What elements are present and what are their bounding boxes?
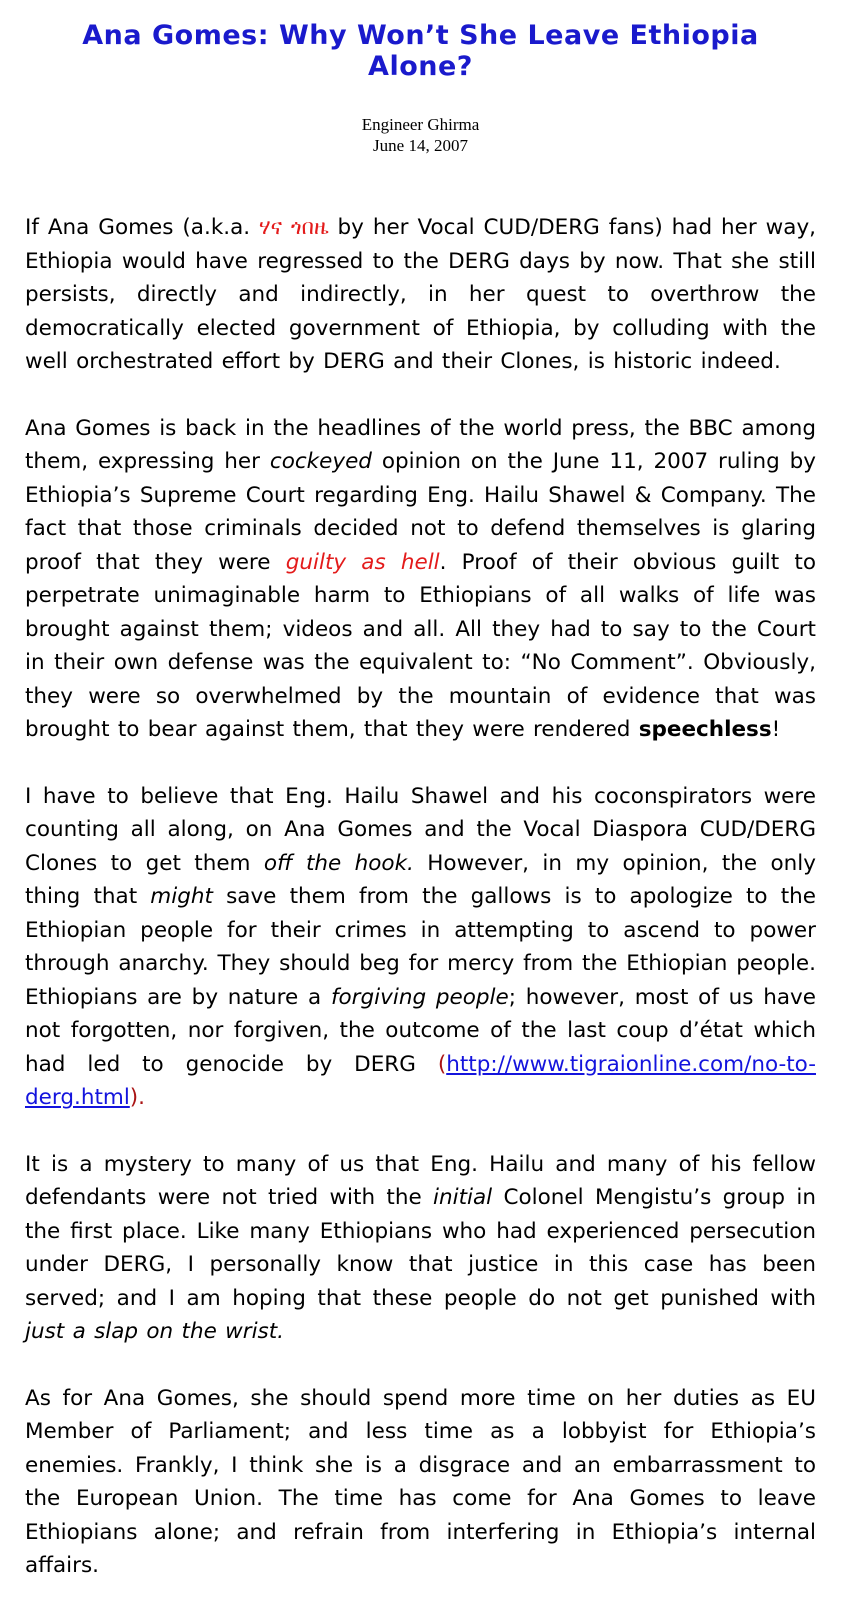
paragraph-4 <box>25 1148 816 1349</box>
paragraph-1 <box>25 211 816 379</box>
text-segment: ). <box>129 1085 146 1110</box>
text-segment: However, in my opinion, the only thing that <box>25 850 816 909</box>
text-segment: save them from the gallows is to apologize to the Ethiopian people for their crimes in attempting to ascend to power through anarchy. They should beg for mercy from the Ethiopian people. Ethiopians are by nature a <box>25 884 816 1010</box>
text-segment: I have to believe that Eng. Hailu Shawel and his coconspirators were counting all along, on Ana Gomes and the Vocal Diaspora CUD/DERG Clones to get them <box>25 783 816 876</box>
text-segment: guilty as hell <box>285 549 440 575</box>
text-segment: ሃና ጎበዜ <box>259 215 329 240</box>
text-segment: Ana Gomes is back in the headlines of the world press, the BBC among them, expressing her <box>25 415 816 474</box>
article-author: Engineer Ghirma <box>361 115 480 134</box>
text-segment: Colonel Mengistu’s group in the first place. Like many Ethiopians who had experienced persecution under DERG, I personally know that justice in this case has been served; and I am hoping that these people do not get punished with <box>25 1185 816 1311</box>
text-segment: forgiving people <box>330 984 509 1010</box>
text-segment: As for Ana Gomes, she should spend more time on her duties as EU Member of Parliament; and less time as a lobbyist for Ethiopia’s enemies. Frankly, I think she is a disgrace and an embarrassment to the European Union. The time has come for Ana Gomes to leave Ethiopians alone; and refrain from interfering in Ethiopia’s internal affairs. <box>25 1385 816 1578</box>
text-segment: just a slap on the wrist. <box>25 1319 285 1344</box>
text-segment: If Ana Gomes (a.k.a. <box>25 215 260 240</box>
byline <box>25 114 816 156</box>
text-segment: off the hook. <box>263 850 414 876</box>
text-segment: ; however, most of us have not forgotten, nor forgiven, the outcome of the last coup d’état which had led to genocide by DERG <box>25 984 816 1077</box>
paragraph-3 <box>25 780 816 1115</box>
text-segment: It is a mystery to many of us that Eng. Hailu and many of his fellow defendants were not tried with the <box>25 1151 816 1210</box>
text-segment: ! <box>771 717 781 742</box>
paragraph-5 <box>25 1382 816 1583</box>
text-segment: ( <box>437 1051 447 1077</box>
text-segment: might <box>150 884 213 909</box>
text-segment: cockeyed <box>269 449 372 474</box>
paragraph-2 <box>25 412 816 747</box>
article-date: June 14, 2007 <box>373 136 468 155</box>
article-body <box>25 211 816 1583</box>
text-segment: speechless <box>638 717 772 742</box>
article-title: Ana Gomes: Why Won’t She Leave Ethiopia Alone? <box>82 20 759 82</box>
text-segment: by her Vocal CUD/DERG fans) had her way, Ethiopia would have regressed to the DERG days by now. That she still persists, directly and indirectly, in her quest to overthrow the democratically elected government of Ethiopia, by colluding with the well orchestrated effort by DERG and their Clones, is historic indeed. <box>25 215 817 374</box>
article-link[interactable]: http://www.tigraionline.com/no-to-derg.html <box>25 1051 816 1110</box>
text-segment: . Proof of their obvious guilt to perpetrate unimaginable harm to Ethiopians of all walks of life was brought against them; videos and all. All they had to say to the Court in their own defense was the equivalent to: “No Comment”. Obviously, they were so overwhelmed by the mountain of evidence that was brought to bear against them, that they were rendered <box>25 549 816 742</box>
text-segment: initial <box>433 1185 493 1210</box>
text-segment: opinion on the June 11, 2007 ruling by Ethiopia’s Supreme Court regarding Eng. Hailu Shawel & Company. The fact that those criminals decided not to defend themselves is glaring proof that they were <box>25 449 816 575</box>
